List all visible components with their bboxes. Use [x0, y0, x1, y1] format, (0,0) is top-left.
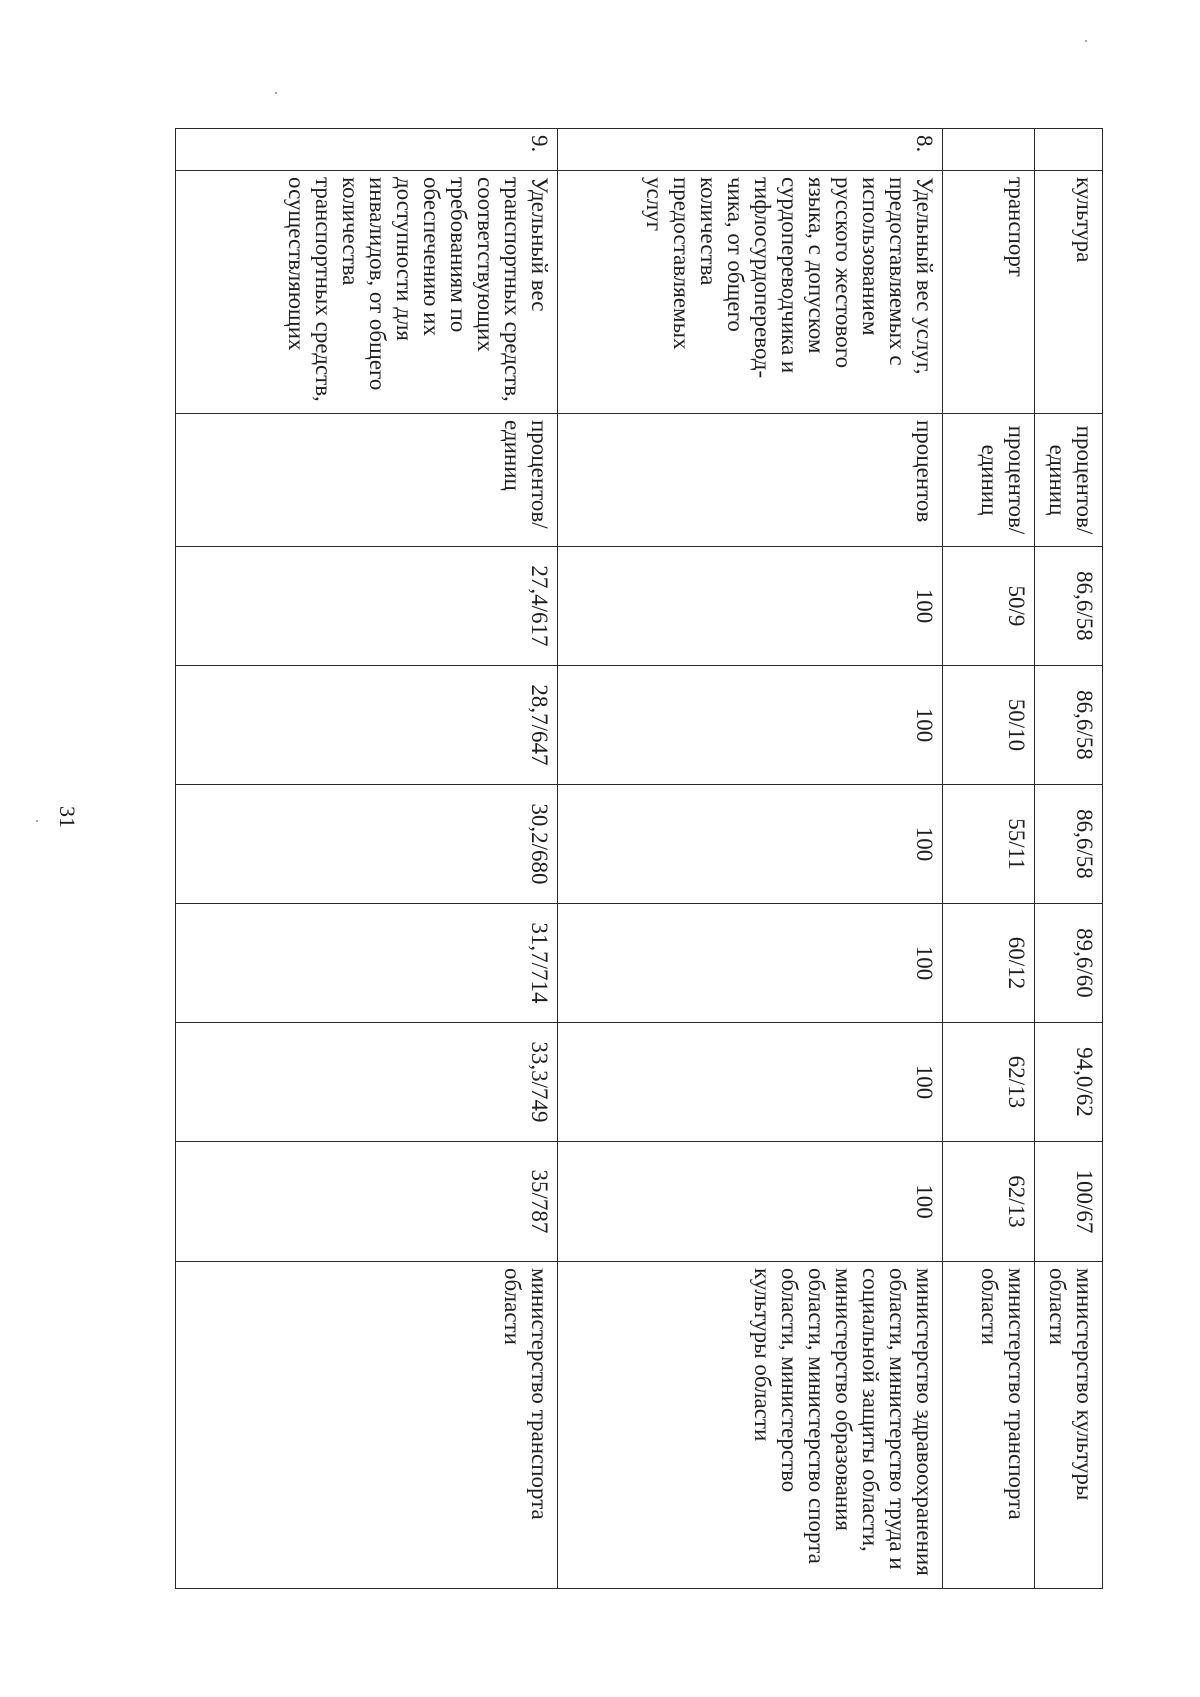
- table-row: [943, 129, 1035, 1589]
- value-cell: 60/12: [943, 904, 1035, 1023]
- value-cell: 86,6/58: [1035, 785, 1103, 904]
- scan-speck: [36, 820, 38, 822]
- table-row: [1035, 129, 1103, 1589]
- value-cell: 100: [558, 666, 943, 785]
- value-cell: 30,2/680: [176, 785, 558, 904]
- value-cell: 100: [558, 785, 943, 904]
- responsible-cell: министерство здравоохранения области, министерство труда и социальной защиты области, министерство образования области, министерство спорта области, министерство культуры области: [558, 1262, 943, 1589]
- responsible-cell: министерство культуры области: [1035, 1262, 1103, 1589]
- scan-speck: [1085, 40, 1087, 42]
- value-cell: 100: [558, 1023, 943, 1142]
- value-cell: 33,3/749: [176, 1023, 558, 1142]
- value-cell: 62/13: [943, 1023, 1035, 1142]
- indicators-table: [175, 128, 1103, 1589]
- value-cell: 94,0/62: [1035, 1023, 1103, 1142]
- indicator-cell: транспорт: [943, 171, 1035, 414]
- value-cell: 50/10: [943, 666, 1035, 785]
- value-cell: 31,7/714: [176, 904, 558, 1023]
- unit-cell: процентов: [558, 414, 943, 547]
- indicator-cell: культура: [1035, 171, 1103, 414]
- row-number-cell: 9.: [176, 129, 558, 171]
- table-row: [176, 129, 558, 1589]
- unit-cell: процентов/ единиц: [1035, 414, 1103, 547]
- page-number: 31: [55, 806, 80, 828]
- value-cell: 50/9: [943, 547, 1035, 666]
- unit-cell: процентов/ единиц: [176, 414, 558, 547]
- value-cell: 28,7/647: [176, 666, 558, 785]
- unit-cell: процентов/ единиц: [943, 414, 1035, 547]
- value-cell: 62/13: [943, 1142, 1035, 1262]
- row-number-cell: [1035, 129, 1103, 171]
- value-cell: 86,6/58: [1035, 547, 1103, 666]
- value-cell: 100/67: [1035, 1142, 1103, 1262]
- table-row: [558, 129, 943, 1589]
- scan-speck: [275, 92, 277, 94]
- row-number-cell: [943, 129, 1035, 171]
- value-cell: 55/11: [943, 785, 1035, 904]
- value-cell: 27,4/617: [176, 547, 558, 666]
- row-number-cell: 8.: [558, 129, 943, 171]
- rotated-table-wrapper: [176, 128, 1103, 1588]
- indicator-cell: Удельный вес транспортных средств, соответствующих требованиям по обеспечению их доступности для инвалидов, от общего количества транспортных средств, осуществляющих: [176, 171, 558, 414]
- value-cell: 86,6/58: [1035, 666, 1103, 785]
- value-cell: 89,6/60: [1035, 904, 1103, 1023]
- responsible-cell: министерство транспорта области: [176, 1262, 558, 1589]
- value-cell: 100: [558, 904, 943, 1023]
- value-cell: 100: [558, 547, 943, 666]
- responsible-cell: министерство транспорта области: [943, 1262, 1035, 1589]
- value-cell: 100: [558, 1142, 943, 1262]
- indicator-cell: Удельный вес услуг, предоставляемых с использованием русского жестового языка, с допуском сурдопереводчика и тифлосурдоперевод-чика, от общего количества предоставляемых услуг: [558, 171, 943, 414]
- value-cell: 35/787: [176, 1142, 558, 1262]
